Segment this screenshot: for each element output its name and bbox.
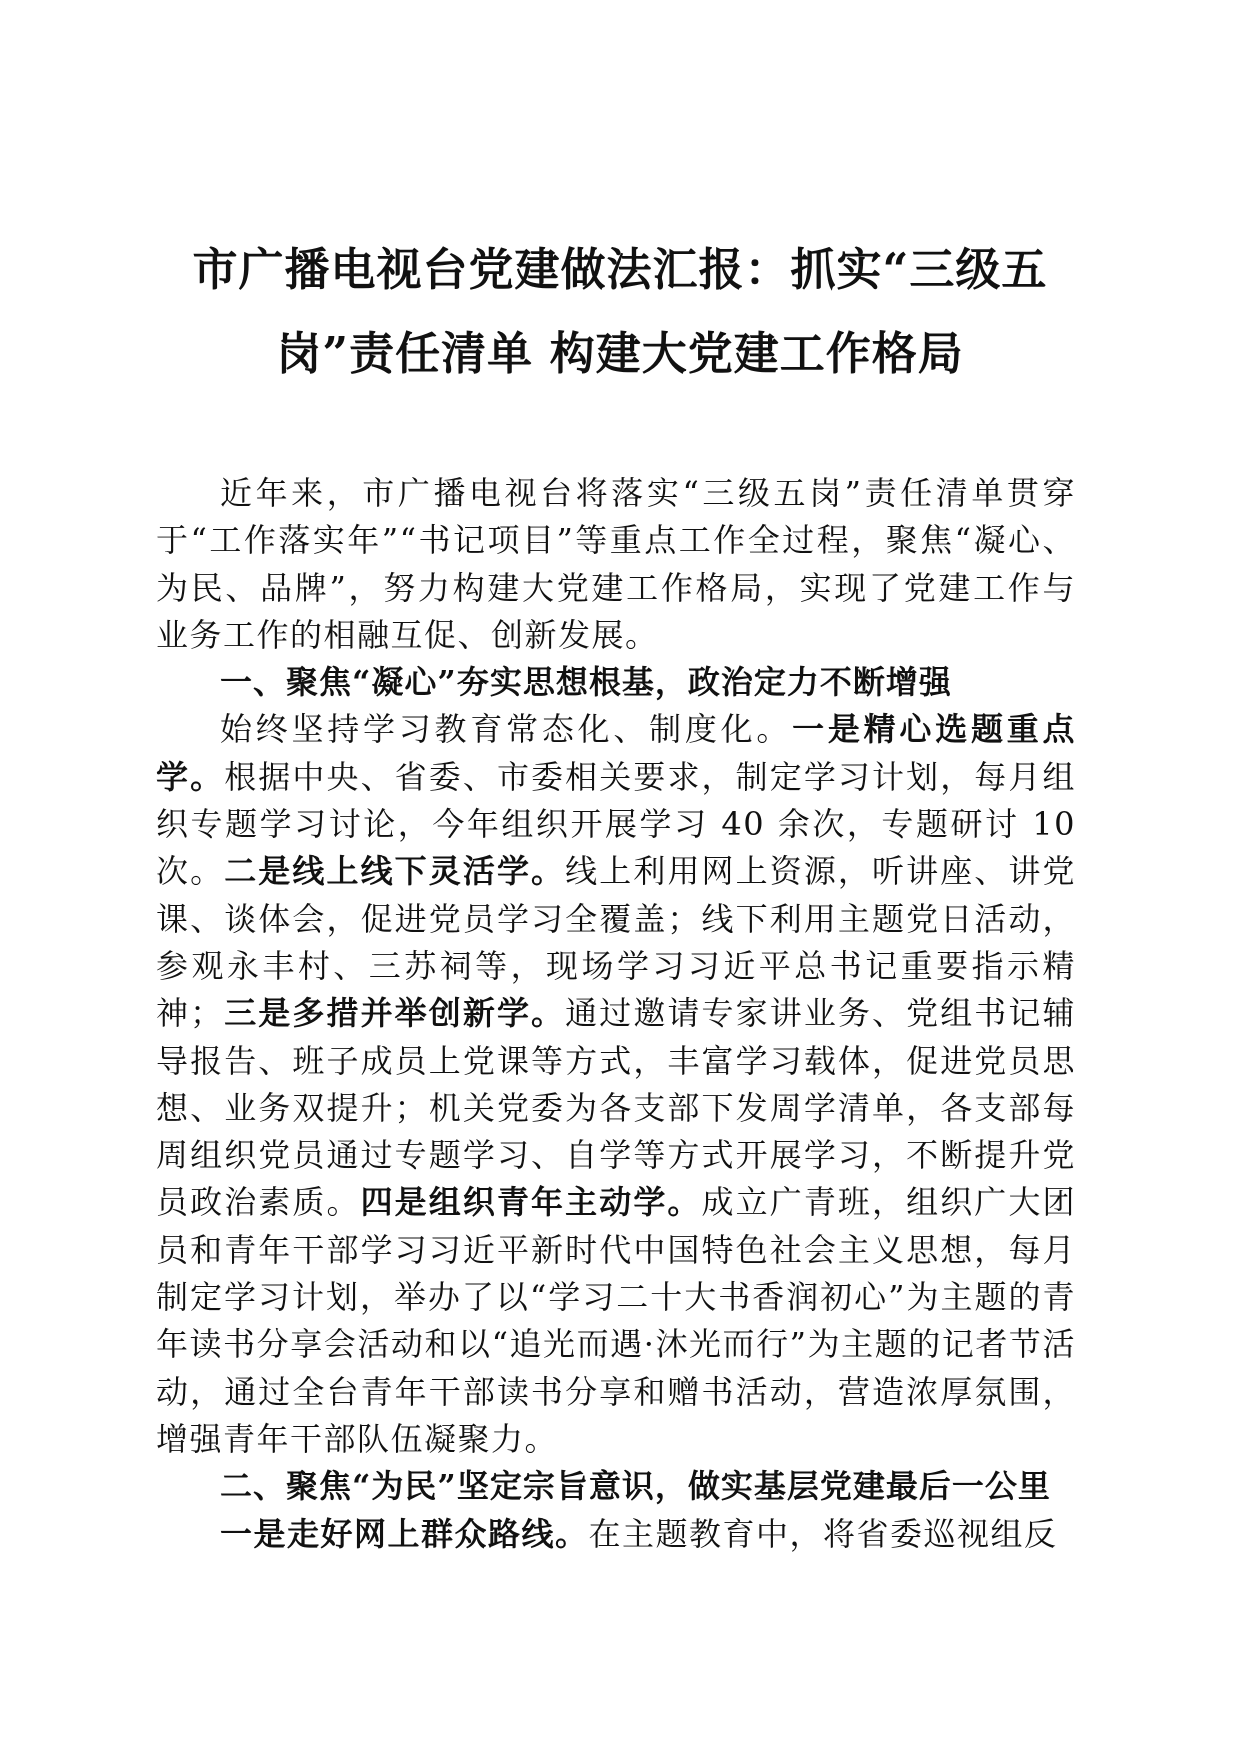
s2-point-1-title: 一是走好网上群众路线。 [220, 1514, 589, 1553]
section-1-heading: 一、聚焦“凝心”夯实思想根基，政治定力不断增强 [220, 663, 952, 702]
section-2-paragraph [156, 1511, 1076, 1558]
point-4-title: 四是组织青年主动学。 [360, 1183, 702, 1222]
point-2-title: 二是线上线下灵活学。 [224, 852, 566, 891]
lead-text: 始终坚持学习教育常态化、制度化。 [220, 710, 793, 749]
intro-paragraph: 近年来，市广播电视台将落实“三级五岗”责任清单贯穿于“工作落实年”“书记项目”等重点工作全过程，聚焦“凝心、为民、品牌”，努力构建大党建工作格局，实现了党建工作与业务工作的相融互促、创新发展。 [156, 474, 1076, 654]
section-2-heading: 二、聚焦“为民”坚定宗旨意识，做实基层党建最后一公里 [220, 1467, 1051, 1506]
point-1-text: 根据中央、省委、市委相关要求，制定学习计划，每月组织专题学习讨论，今年组织开展学习 40 余次，专题研讨 10 次。 [156, 757, 1076, 891]
point-3-text: 通过邀请专家讲业务、党组书记辅导报告、班子成员上党课等方式，丰富学习载体，促进党员思想、业务双提升；机关党委为各支部下发周学清单，各支部每周组织党员通过专题学习、自学等方式开展学习，不断提升党员政治素质。 [156, 994, 1076, 1222]
point-3-title: 三是多措并举创新学。 [223, 994, 566, 1033]
point-2-text: 线上利用网上资源，听讲座、讲党课、谈体会，促进党员学习全覆盖；线下利用主题党日活动，参观永丰村、三苏祠等，现场学习习近平总书记重要指示精神； [156, 852, 1076, 1033]
section-1-paragraph [156, 706, 1076, 1463]
page-title [150, 228, 1090, 396]
point-1-title: 一是精心选题重点学。 [156, 710, 1076, 796]
title-line-2: 岗”责任清单 构建大党建工作格局 [276, 327, 964, 380]
document-body [156, 470, 1076, 1558]
s2-point-1-text: 在主题教育中，将省委巡视组反 [588, 1514, 1058, 1553]
title-line-1: 市广播电视台党建做法汇报：抓实“三级五 [192, 243, 1048, 296]
point-4-text: 成立广青班，组织广大团员和青年干部学习习近平新时代中国特色社会主义思想，每月制定学习计划，举办了以“学习二十大书香润初心”为主题的青年读书分享会活动和以“追光而遇·沐光而行”为主题的记者节活动，通过全台青年干部读书分享和赠书活动，营造浓厚氛围，增强青年干部队伍凝聚力。 [156, 1183, 1076, 1458]
